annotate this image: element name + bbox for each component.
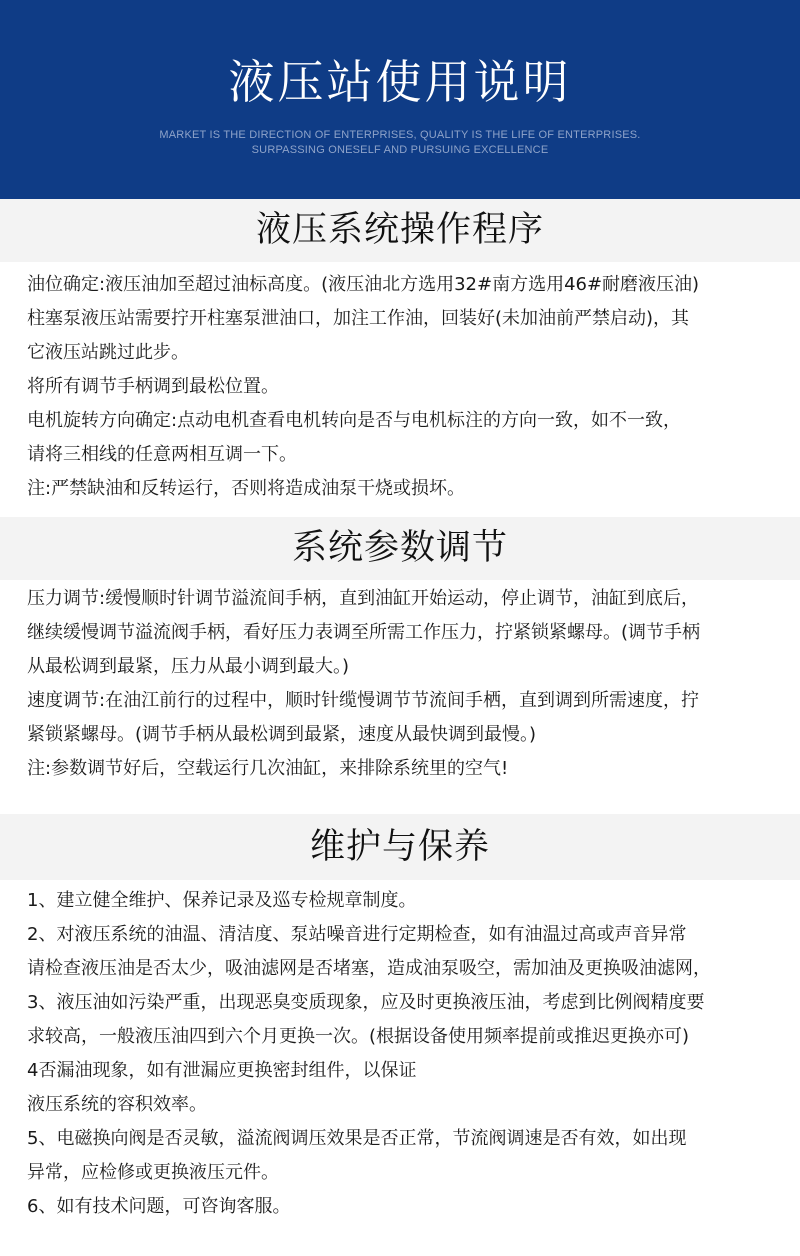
section-body — [0, 580, 800, 786]
section-body — [0, 880, 800, 1224]
body-line: 继续缓慢调节溢流阀手柄，看好压力表调至所需工作压力，拧紧锁紧螺母。(调节手柄 — [27, 622, 701, 643]
section-maintenance — [0, 814, 800, 1224]
body-line: 紧锁紧螺母。(调节手柄从最松调到最紧，速度从最快调到最慢。) — [27, 724, 537, 745]
section-title: 液压系统操作程序 — [0, 199, 800, 262]
section-body — [0, 262, 800, 506]
body-line: 液压系统的容积效率。 — [27, 1094, 207, 1115]
body-line: 请将三相线的任意两相互调一下。 — [27, 444, 297, 465]
section-title: 维护与保养 — [0, 814, 800, 880]
body-line: 1、建立健全维护、保养记录及巡专检规章制度。 — [27, 890, 417, 911]
body-line: 注:参数调节好后，空载运行几次油缸，来排除系统里的空气! — [27, 758, 509, 779]
body-line: 压力调节:缓慢顺时针调节溢流间手柄，直到油缸开始运动，停止调节，油缸到底后， — [27, 588, 700, 609]
section-title: 系统参数调节 — [0, 517, 800, 580]
header-banner — [0, 0, 800, 199]
body-line: 注:严禁缺油和反转运行，否则将造成油泵干烧或损坏。 — [27, 478, 466, 499]
body-line: 4否漏油现象，如有泄漏应更换密封组件，以保证 — [27, 1060, 417, 1081]
body-line: 2、对液压系统的油温、清洁度、泵站噪音进行定期检查，如有油温过高或声音异常 — [27, 924, 687, 945]
body-line: 将所有调节手柄调到最松位置。 — [27, 376, 279, 397]
body-line: 速度调节:在油江前行的过程中，顺时针缆慢调节节流间手栖，直到调到所需速度，拧 — [27, 690, 700, 711]
banner-subtitle-line-2: SURPASSING ONESELF AND PURSUING EXCELLENCE — [251, 144, 549, 156]
body-line: 异常，应检修或更换液压元件。 — [27, 1162, 279, 1183]
section-operation-procedure — [0, 199, 800, 506]
body-line: 油位确定:液压油加至超过油标高度。(液压油北方选用32#南方选用46#耐磨液压油) — [27, 274, 700, 295]
body-line: 柱塞泵液压站需要拧开柱塞泵泄油口，加注工作油，回装好(未加油前严禁启动)，其 — [27, 308, 690, 329]
banner-subtitle-line-1: MARKET IS THE DIRECTION OF ENTERPRISES, QUALITY IS THE LIFE OF ENTERPRISES. — [159, 129, 641, 141]
body-line: 从最松调到最紧，压力从最小调到最大。) — [27, 656, 350, 677]
body-line: 5、电磁换向阀是否灵敏，溢流阀调压效果是否正常，节流阀调速是否有效，如出现 — [27, 1128, 687, 1149]
page-title: 液压站使用说明 — [228, 55, 572, 109]
banner-subtitle — [0, 128, 800, 158]
body-line: 3、液压油如污染严重，出现恶臭变质现象，应及时更换液压油，考虑到比例阀精度要 — [27, 992, 705, 1013]
section-parameter-adjustment — [0, 517, 800, 786]
body-line: 6、如有技术问题，可咨询客服。 — [27, 1196, 291, 1217]
body-line: 请检查液压油是否太少，吸油滤网是否堵塞，造成油泵吸空，需加油及更换吸油滤网， — [27, 958, 711, 979]
body-line: 求较高，一般液压油四到六个月更换一次。(根据设备使用频率提前或推迟更换亦可) — [27, 1026, 690, 1047]
body-line: 它液压站跳过此步。 — [27, 342, 189, 363]
body-line: 电机旋转方向确定:点动电机查看电机转向是否与电机标注的方向一致，如不一致， — [27, 410, 682, 431]
